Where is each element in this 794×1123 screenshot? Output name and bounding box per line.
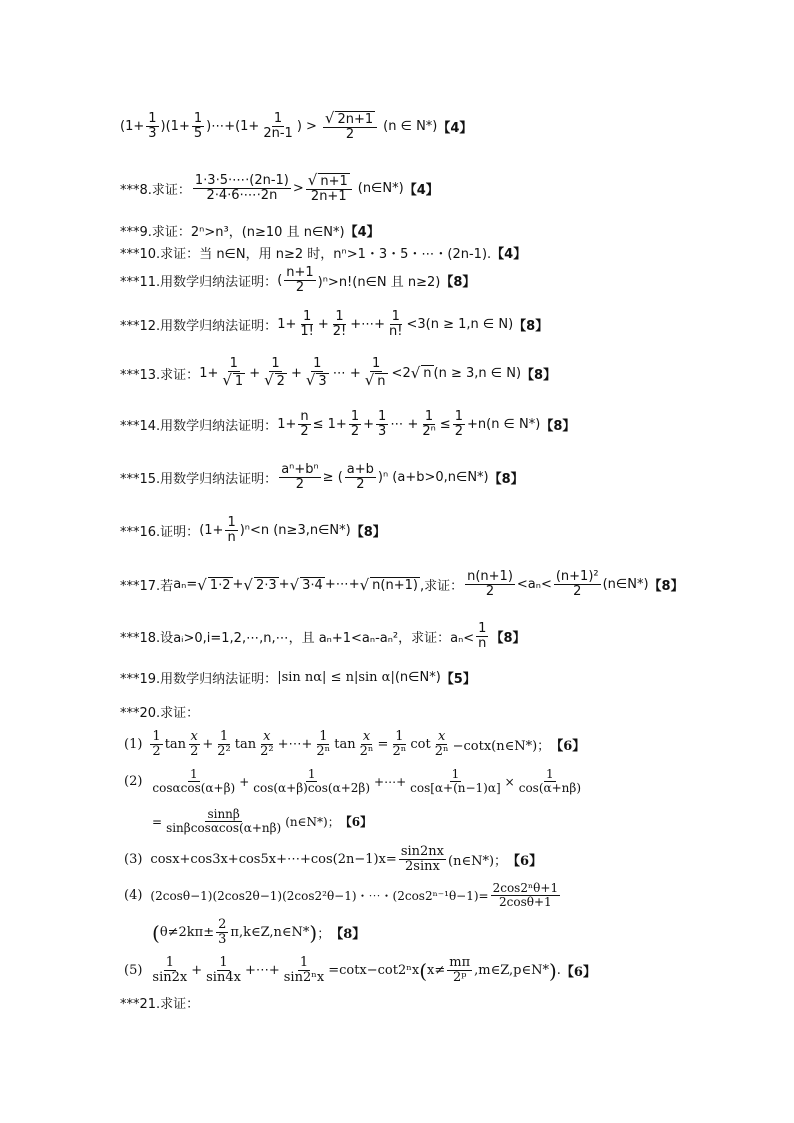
- numerator: 1: [148, 110, 157, 126]
- text: (1+: [199, 523, 224, 539]
- numerator: 1: [313, 356, 322, 371]
- paren-close: ): [309, 920, 318, 945]
- radicand: n(n+1): [372, 577, 418, 593]
- text: ×: [504, 774, 515, 789]
- fraction: [258, 730, 275, 760]
- denominator: 5: [193, 125, 203, 141]
- denominator: √ n: [364, 371, 386, 390]
- paren-close: ): [548, 958, 557, 983]
- numerator: 1: [152, 729, 161, 744]
- paren-open: (: [152, 920, 160, 945]
- radicand: 2n+1: [337, 112, 374, 127]
- fraction: [150, 730, 162, 760]
- denominator: 2n+1: [310, 189, 347, 205]
- numerator: 1: [372, 356, 381, 371]
- score-label: 【8】: [350, 525, 386, 541]
- denominator: 2⋅4⋅6⋅⋯⋅2n: [206, 187, 278, 203]
- radicand: n: [377, 374, 386, 390]
- problem-label: ***12.用数学归纳法证明：: [120, 319, 278, 335]
- numerator: 1: [271, 356, 280, 371]
- numerator: 1: [302, 309, 312, 324]
- numerator: 1⋅3⋅5⋅⋯⋅(2n-1): [194, 172, 289, 188]
- inequality-line-0: [120, 110, 754, 143]
- fraction: [164, 808, 283, 835]
- text: +⋯+: [277, 737, 313, 753]
- denominator: sin4x: [206, 970, 241, 986]
- text: (: [277, 273, 283, 289]
- fraction: [554, 570, 601, 600]
- score-label: 【5】: [440, 672, 476, 687]
- fraction: [453, 410, 465, 440]
- score-label: 【4】: [344, 225, 380, 240]
- denominator: 3: [218, 932, 227, 948]
- text: +: [232, 577, 244, 593]
- text: )ⁿ (a+b>0,n∈N*): [377, 470, 489, 486]
- text: (n∈N*)；: [285, 815, 340, 830]
- numerator: x: [362, 729, 371, 744]
- problem-label: ***14.用数学归纳法证明：: [120, 419, 278, 435]
- score-label: 【6】: [560, 965, 596, 981]
- text: cosx+cos3x+cos5x+⋯+cos(2n−1)x=: [150, 852, 397, 868]
- problem-label: ***17.若: [120, 579, 174, 595]
- text: ⋯ +: [390, 417, 419, 433]
- score-label: 【8】: [488, 472, 524, 488]
- fraction: [408, 768, 503, 795]
- denominator: sin2ⁿx: [283, 970, 325, 986]
- fraction: [193, 174, 291, 204]
- text: π,k∈Z,n∈N*: [230, 925, 310, 941]
- problem-18: [120, 622, 754, 652]
- text: (n∈N*)；: [448, 854, 508, 870]
- text: cot: [410, 737, 431, 753]
- fraction: [345, 463, 376, 493]
- text: θ≠2kπ±: [159, 925, 215, 941]
- denominator: 2ⁿ: [422, 424, 436, 440]
- denominator: 2n-1: [263, 125, 293, 141]
- denominator: n!: [389, 324, 403, 340]
- text: +⋯+: [374, 774, 407, 789]
- denominator: n: [227, 530, 236, 546]
- text: ,求证：: [419, 579, 464, 595]
- text: >: [292, 180, 304, 196]
- text: ⋯ +: [332, 365, 361, 381]
- fraction: [192, 112, 204, 142]
- text: ≤ 1+: [312, 417, 347, 433]
- problem-label: ***8.求证：: [120, 182, 191, 198]
- numerator: 1: [229, 356, 238, 371]
- problem-20-item-4-condition: [152, 918, 754, 948]
- fraction: [491, 882, 560, 909]
- fraction: [282, 956, 326, 986]
- denominator: 2ⁿ: [359, 744, 374, 760]
- text: aᵢ>0,i=1,2,⋯,n,⋯，且 aₙ+1<aₙ-aₙ²，求证：aₙ<: [173, 631, 475, 647]
- text: =: [186, 577, 198, 593]
- problem-label: ***19.用数学归纳法证明：: [120, 672, 278, 687]
- text: +: [290, 365, 302, 381]
- text: tan: [234, 737, 257, 753]
- denominator: cos[α+(n−1)α]: [410, 781, 501, 796]
- score-label: 【6】: [507, 854, 543, 870]
- text: |sin nα| ≤ n|sin α|: [277, 670, 395, 685]
- score-label: 【8】: [490, 631, 526, 647]
- denominator: 2: [295, 280, 305, 296]
- radicand: 1⋅2: [209, 577, 231, 593]
- problem-20-item-2: [124, 768, 754, 795]
- fraction: [306, 172, 352, 205]
- problem-label: ***21.求证：: [120, 997, 200, 1012]
- fraction: [465, 570, 515, 600]
- fraction: [420, 410, 437, 440]
- fraction: [399, 845, 446, 875]
- fraction: [262, 357, 289, 390]
- denominator: 2²: [260, 744, 274, 760]
- denominator: 2: [573, 584, 582, 600]
- text: (n∈N*): [357, 180, 404, 196]
- text: +: [363, 417, 375, 433]
- text: aₙ: [173, 577, 187, 593]
- fraction: [216, 918, 228, 948]
- score-label: 【8】: [330, 927, 366, 943]
- numerator: 1: [424, 409, 434, 424]
- fraction: [284, 266, 315, 296]
- fraction: [251, 768, 372, 795]
- text: =cotx−cot2ⁿx: [328, 963, 420, 979]
- fraction: [261, 112, 294, 142]
- numerator: 1: [193, 110, 203, 126]
- denominator: 2ⁿ: [434, 744, 449, 760]
- radicand: 3: [318, 374, 327, 390]
- item-number: (2): [124, 774, 143, 790]
- problem-16: [120, 516, 754, 546]
- text: x≠: [427, 963, 446, 979]
- text: +: [317, 317, 329, 333]
- numerator: 1: [307, 767, 316, 781]
- fraction: [476, 622, 488, 652]
- numerator: x: [437, 729, 446, 744]
- radicand: 1: [234, 374, 244, 390]
- denominator: 2: [350, 424, 360, 440]
- problem-21: [120, 993, 754, 1012]
- fraction: [390, 730, 408, 760]
- denominator: cos(α+nβ): [518, 781, 582, 796]
- text: 1+: [199, 365, 219, 381]
- problem-20: [120, 702, 754, 721]
- score-label: 【4】: [403, 182, 439, 198]
- numerator: 2cos2ⁿθ+1: [492, 881, 559, 895]
- numerator: 1: [335, 309, 344, 324]
- numerator: 1: [451, 767, 460, 781]
- denominator: 2ᵖ: [452, 970, 467, 986]
- fraction: [146, 112, 158, 142]
- denominator: 2sinx: [405, 859, 440, 875]
- denominator: 2: [356, 477, 365, 493]
- text: tan: [164, 737, 187, 753]
- fraction: [363, 357, 390, 390]
- text: +n(n ∈ N*): [466, 417, 541, 433]
- radicand: 3⋅4: [302, 577, 323, 593]
- denominator: 2: [485, 584, 495, 600]
- denominator: 2: [190, 744, 199, 760]
- score-label: 【4】: [437, 120, 473, 136]
- score-label: 【6】: [550, 739, 586, 755]
- problem-label: ***9.求证：: [120, 225, 191, 240]
- radicand: n: [423, 366, 432, 382]
- problem-label: ***11.用数学归纳法证明：: [120, 275, 278, 291]
- text: ≥ (: [322, 470, 343, 486]
- numerator: 1: [219, 729, 229, 744]
- numerator: 1: [165, 955, 174, 970]
- numerator: √ n+1: [306, 172, 352, 190]
- text: =: [152, 814, 163, 829]
- fraction: [349, 410, 361, 440]
- text: .: [556, 963, 561, 979]
- text: +: [249, 365, 261, 381]
- text: 当 n∈N，用 n≥2 时，nⁿ>1・3・5・⋯・(2n-1).: [199, 247, 492, 262]
- numerator: 1: [478, 621, 487, 636]
- fraction: [387, 310, 404, 340]
- text: −cotx(n∈N*)；: [452, 739, 551, 755]
- numerator: 1: [319, 729, 328, 744]
- denominator: √ 3: [305, 371, 327, 390]
- text: +: [239, 774, 250, 789]
- text: =: [377, 737, 389, 753]
- numerator: 2: [218, 917, 227, 932]
- fraction: [517, 768, 583, 795]
- fraction: [150, 956, 189, 986]
- denominator: 2ⁿ: [392, 744, 407, 760]
- text: )⋯+(1+: [206, 118, 260, 134]
- denominator: 2!: [332, 324, 347, 340]
- fraction: [331, 310, 348, 340]
- numerator: 1: [546, 767, 554, 781]
- text: (n∈N*): [602, 577, 649, 593]
- text: <aₙ<: [516, 577, 552, 593]
- text: 1+: [277, 317, 297, 333]
- problem-17: ***17.若 aₙ = √ 1⋅2 + √ 2⋅3 + √ 3⋅4 +⋯+ √ n(n+1) ,求证： $\frac{n(n+1)}{2}$ <aₙ< $\frac{\text{(n+1)²}}{2}$ (n∈N*) 【8】: [120, 569, 684, 600]
- item-number: (1): [124, 737, 143, 753]
- problem-20-item-5: [124, 956, 754, 986]
- radicand: 2: [276, 374, 285, 390]
- problem-12: [120, 310, 754, 340]
- problem-20-item-3: [124, 845, 754, 875]
- score-label: 【8】: [440, 275, 476, 291]
- problem-8: [120, 172, 754, 205]
- text: tan: [334, 737, 356, 753]
- text: (1+: [120, 118, 145, 134]
- fraction: [358, 730, 376, 760]
- denominator: sin2x: [152, 970, 188, 986]
- score-label: 【8】: [648, 579, 684, 595]
- radicand: 2⋅3: [255, 577, 277, 593]
- numerator: mπ: [449, 955, 471, 970]
- denominator: √ 2: [264, 371, 285, 390]
- denominator: 3: [148, 125, 157, 141]
- numerator: 1: [391, 309, 400, 324]
- denominator: 2: [454, 424, 463, 440]
- denominator: sinβcosαcos(α+nβ): [166, 821, 282, 836]
- problem-label: ***10.求证：: [120, 247, 200, 262]
- text: )ⁿ>n!(n∈N 且 n≥2): [317, 275, 441, 291]
- problem-10: [120, 243, 754, 262]
- fraction: [279, 463, 320, 493]
- numerator: 1: [273, 110, 283, 126]
- denominator: √ 1: [222, 371, 244, 390]
- numerator: a+b: [346, 462, 374, 477]
- denominator: 1!: [300, 324, 314, 340]
- score-label: 【8】: [540, 419, 576, 435]
- numerator: 1: [219, 955, 228, 970]
- text: ,m∈Z,p∈N*: [474, 963, 549, 979]
- radicand: n+1: [320, 174, 348, 189]
- numerator: sin2nx: [400, 844, 445, 859]
- fraction: [447, 956, 472, 986]
- text: <2: [391, 365, 411, 381]
- fraction: [150, 768, 237, 795]
- denominator: 2: [345, 127, 355, 143]
- text: (n∈N*): [394, 670, 441, 685]
- numerator: 1: [454, 409, 463, 424]
- text: 2ⁿ>n³，(n≥10 且 n∈N*): [190, 225, 345, 240]
- numerator: 1: [350, 409, 360, 424]
- fraction: [323, 110, 377, 143]
- denominator: 3: [378, 424, 387, 440]
- denominator: cos(α+β)cos(α+2β): [253, 781, 371, 796]
- problem-15: [120, 463, 754, 493]
- numerator: n: [300, 409, 309, 424]
- problem-14: [120, 410, 754, 440]
- fraction: [225, 516, 237, 546]
- numerator: x: [263, 729, 271, 744]
- paren-open: (: [419, 958, 428, 983]
- denominator: 2: [295, 477, 305, 493]
- problem-label: ***18.设: [120, 631, 174, 647]
- numerator: aⁿ+bⁿ: [281, 462, 319, 477]
- item-number: (5): [124, 963, 143, 979]
- fraction: [433, 730, 451, 760]
- text: <3(n ≥ 1,n ∈ N): [406, 317, 514, 333]
- text: ) >: [296, 118, 317, 134]
- denominator: cosαcos(α+β): [152, 781, 236, 796]
- fraction: [298, 410, 310, 440]
- text: +: [278, 577, 290, 593]
- text: +: [191, 963, 203, 979]
- numerator: sinnβ: [207, 807, 240, 821]
- fraction: [304, 357, 331, 390]
- numerator: n+1: [286, 265, 314, 280]
- problem-label: ***13.求证：: [120, 367, 200, 383]
- problem-label: ***16.证明：: [120, 525, 200, 541]
- score-label: 【6】: [339, 815, 373, 830]
- problem-9: [120, 221, 754, 240]
- text: +⋯+: [244, 963, 280, 979]
- fraction: [376, 410, 388, 440]
- text: 1+: [277, 417, 297, 433]
- problem-label: ***20.求证：: [120, 706, 200, 721]
- text: ；: [317, 927, 331, 943]
- problem-13: ***13.求证： 1+ $\frac{1}{√ 1}$ + $\frac{1}{√ 2}$ + $\frac{1}{√ 3}$ ⋯ + $\frac{1}{√ n}$ <2 √ n (n ≥ 3,n ∈ N) 【8】: [120, 356, 557, 390]
- fraction: [298, 310, 315, 340]
- numerator: 1: [299, 955, 309, 970]
- problem-label: ***15.用数学归纳法证明：: [120, 472, 278, 488]
- numerator: n(n+1): [467, 569, 513, 584]
- score-label: 【4】: [491, 247, 527, 262]
- problem-20-item-2-result: [152, 808, 754, 835]
- denominator: n: [478, 636, 487, 652]
- numerator: 1: [378, 409, 387, 424]
- denominator: 2²: [217, 744, 231, 760]
- numerator: (n+1)²: [555, 569, 599, 584]
- fraction: [204, 956, 243, 986]
- text: )(1+: [160, 118, 190, 134]
- problem-11: [120, 266, 754, 296]
- text: +⋯+: [350, 317, 386, 333]
- text: (n ≥ 3,n ∈ N): [433, 365, 522, 381]
- text: +: [202, 737, 214, 753]
- score-label: 【8】: [513, 319, 549, 335]
- text: )ⁿ<n (n≥3,n∈N*): [239, 523, 351, 539]
- item-number: (3): [124, 852, 143, 868]
- numerator: 1: [395, 729, 404, 744]
- fraction: [188, 730, 200, 760]
- text: (2cosθ−1)(2cos2θ−1)(2cos2²θ−1)・⋯・(2cos2ⁿ⁻¹θ−1)=: [150, 889, 489, 904]
- numerator: x: [190, 729, 198, 744]
- numerator: 1: [227, 515, 236, 530]
- text: +⋯+: [324, 577, 360, 593]
- denominator: 2: [152, 744, 161, 760]
- fraction: [215, 730, 232, 760]
- denominator: 2: [300, 424, 309, 440]
- text: (n ∈ N*): [383, 118, 438, 134]
- text: ≤: [439, 417, 451, 433]
- denominator: 2ⁿ: [316, 744, 331, 760]
- fraction: [314, 730, 332, 760]
- score-label: 【8】: [521, 367, 557, 383]
- fraction: [220, 357, 247, 390]
- problem-20-item-1: [124, 730, 754, 760]
- item-number: (4): [124, 888, 143, 904]
- problem-20-item-4: [124, 882, 754, 909]
- problem-19: [120, 668, 754, 687]
- numerator: 1: [189, 767, 198, 781]
- numerator: √ 2n+1: [323, 110, 377, 128]
- denominator: 2cosθ+1: [499, 895, 552, 910]
